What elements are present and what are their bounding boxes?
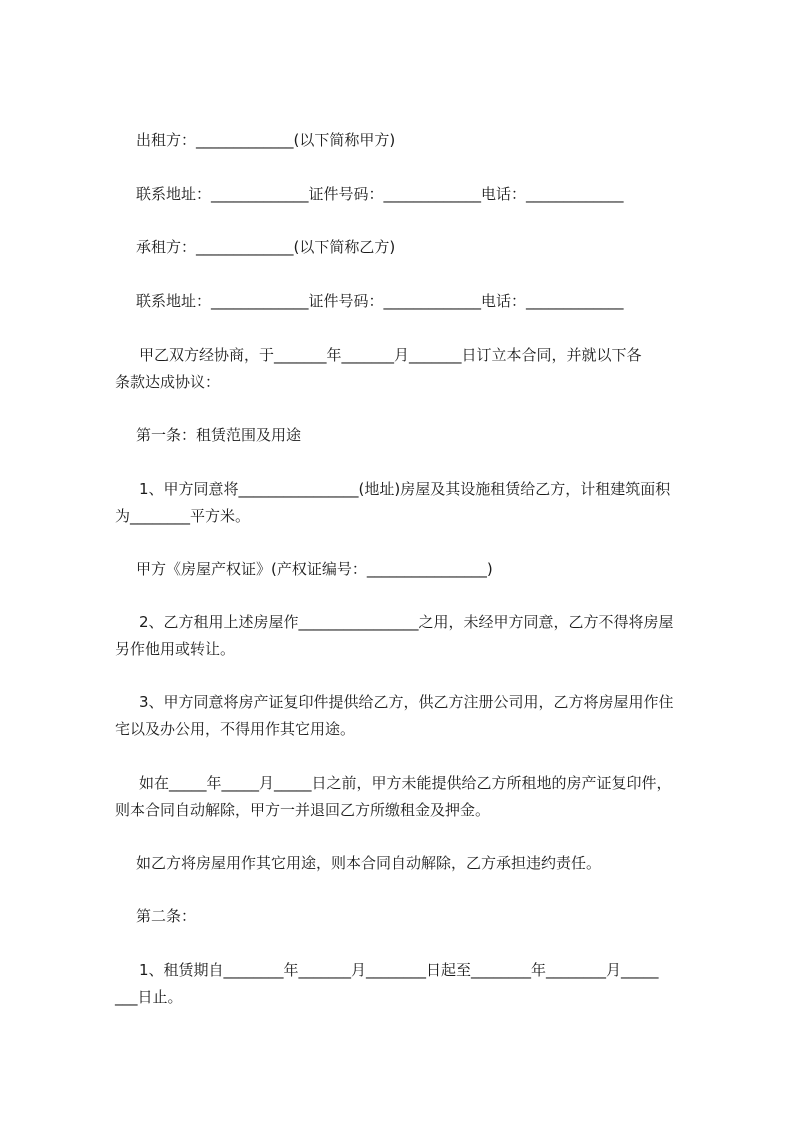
clause-1-1-line-2: 为________平方米。 [115, 507, 251, 525]
agreement-intro-line-2: 条款达成协议： [115, 373, 221, 391]
clause-1-1-line-1: 1、甲方同意将________________(地址)房屋及其设施租赁给乙方，计租建筑面积 [139, 480, 671, 498]
article-1-heading: 第一条：租赁范围及用途 [136, 426, 302, 444]
clause-1-3-line-2: 宅以及办公用，不得用作其它用途。 [115, 720, 356, 738]
clause-1-3-line-1: 3、甲方同意将房产证复印件提供给乙方，供乙方注册公司用，乙方将房屋用作住 [139, 693, 674, 711]
lessee-line: 承租方：_____________(以下简称乙方) [136, 238, 396, 256]
lease-term-line-1: 1、租赁期自________年_______月________日起至________年________月_____ [139, 961, 659, 979]
termination-line-1: 如在_____年_____月_____日之前，甲方未能提供给乙方所租地的房产证复印件， [139, 774, 672, 792]
property-certificate-line: 甲方《房屋产权证》(产权证编号：________________) [136, 560, 493, 578]
clause-1-2-line-2: 另作他用或转让。 [115, 640, 236, 658]
clause-1-2-line-1: 2、乙方租用上述房屋作________________之用，未经甲方同意，乙方不得将房屋 [139, 613, 674, 631]
lessor-line: 出租方：_____________(以下简称甲方) [136, 131, 396, 149]
lessor-contact-line: 联系地址：_____________证件号码：_____________电话：_____________ [136, 185, 624, 203]
lease-term-line-2: ___日止。 [115, 988, 183, 1006]
lessee-contact-line: 联系地址：_____________证件号码：_____________电话：_____________ [136, 292, 624, 310]
termination-line-2: 则本合同自动解除，甲方一并退回乙方所缴租金及押金。 [115, 801, 491, 819]
agreement-intro-line-1: 甲乙双方经协商，于_______年_______月_______日订立本合同，并就以下各 [139, 346, 642, 364]
liability-line: 如乙方将房屋用作其它用途，则本合同自动解除，乙方承担违约责任。 [136, 854, 602, 872]
article-2-heading: 第二条： [136, 907, 197, 925]
